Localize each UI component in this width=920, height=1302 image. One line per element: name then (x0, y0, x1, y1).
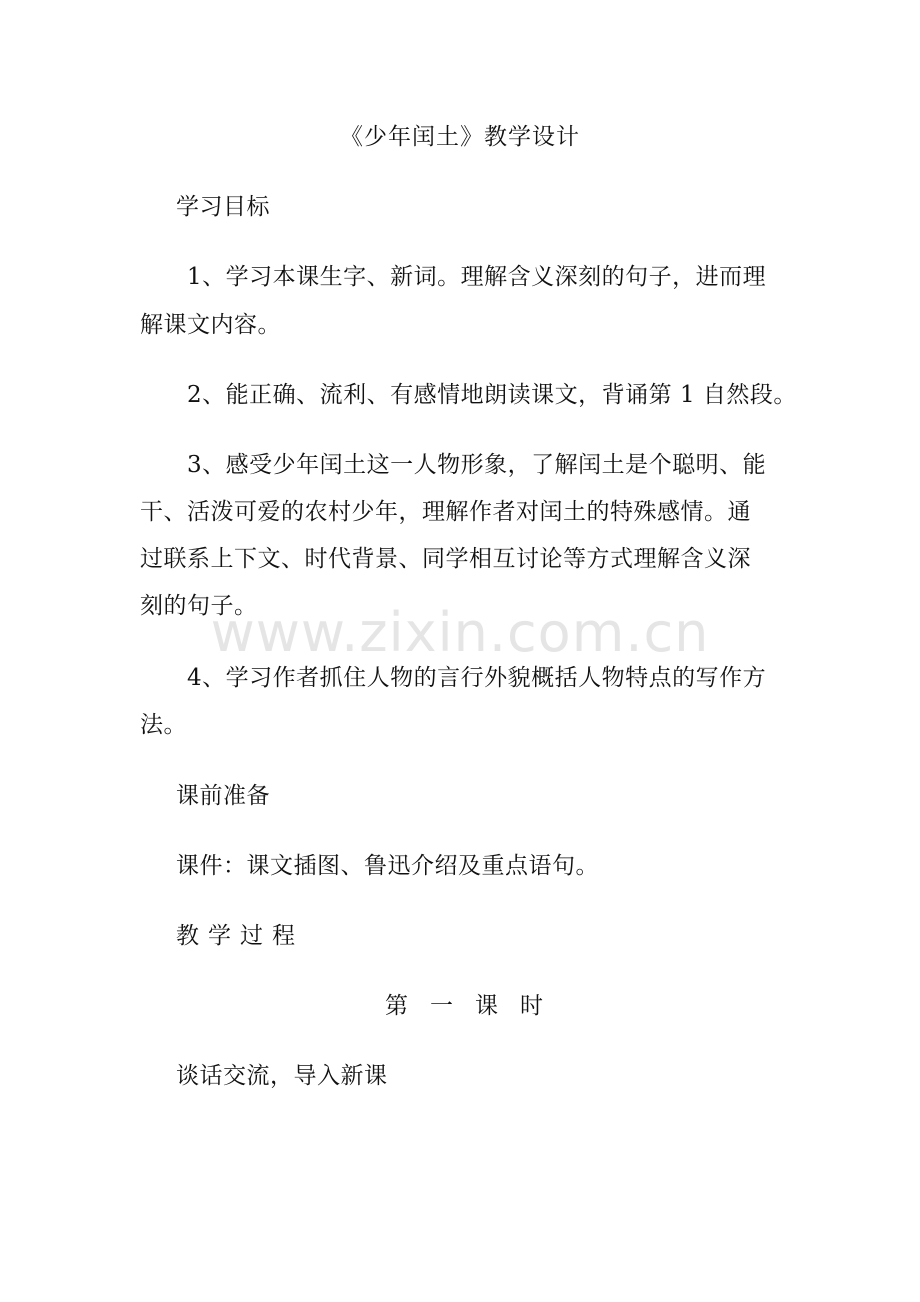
preparation-text: 课件：课文插图、鲁迅介绍及重点语句。 (176, 853, 599, 879)
watermark: www.zixin.com.cn (210, 601, 710, 664)
objective-3-line-2: 干、活泼可爱的农村少年，理解作者对闰土的特殊感情。通 (140, 499, 751, 525)
objective-4-line-1: 4、学习作者抓住人物的言行外貌概括人物特点的写作方 (140, 665, 767, 691)
subheading-intro: 谈话交流，导入新课 (176, 1063, 388, 1089)
objective-1-line-2: 解课文内容。 (140, 312, 281, 338)
document-title: 《少年闰土》教学设计 (340, 124, 580, 150)
objective-4-line-2: 法。 (140, 712, 187, 738)
objective-2-line-1: 2、能正确、流利、有感情地朗读课文，背诵第 1 自然段。 (140, 382, 797, 408)
objective-1-line-1: 1、学习本课生字、新词。理解含义深刻的句子，进而理 (140, 264, 767, 290)
section-heading-preparation: 课前准备 (176, 783, 270, 809)
objective-3-line-3: 过联系上下文、时代背景、同学相互讨论等方式理解含义深 (140, 546, 751, 572)
lesson-heading: 第一课时 (385, 993, 565, 1019)
objective-3-line-1: 3、感受少年闰土这一人物形象，了解闰土是个聪明、能 (140, 452, 767, 478)
section-heading-objectives: 学习目标 (176, 194, 270, 220)
section-heading-process: 教学过程 (176, 923, 304, 949)
objective-3-line-4: 刻的句子。 (140, 593, 258, 619)
